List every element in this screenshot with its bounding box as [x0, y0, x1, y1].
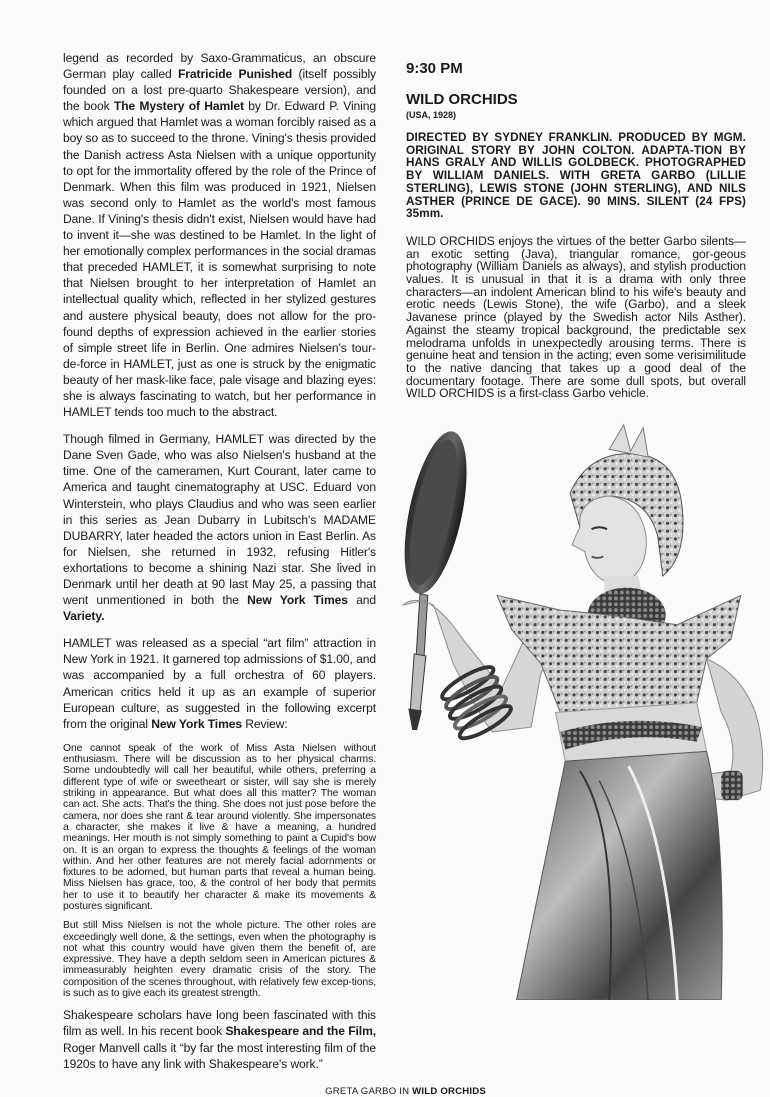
paragraph-shakespeare-scholars — [63, 1007, 376, 1071]
text-run: Shakespeare scholars have long been fascinated with this film as well. In his recent book — [63, 1008, 376, 1039]
text-run: by Dr. Edward P. Vining which argued that Hamlet was a woman forcibly raised as a boy so as to succeed to the throne. Vining's thesis provided the Danish actress Asta Nielsen with a unique opportunity to opt for the immortality offered by the role of the Prince of Denmark. When this film was produced in 1921, Nielsen was second only to Hamlet as the world's most famous Dane. If Vining's thesis didn't exist, Nielsen would have had to invent it—she was destined to be Hamlet. In the light of her emotionally complex performances in the social dramas that preceded HAMLET, it is somewhat surprising to note that Nielsen brought to her interpretation of Hamlet an intellectual quality which, reflected in her stylized gestures and austere physical beauty, does not allow for the pro-found depths of expression achieved in the earlier stories of simple street life in Berlin. One admires Nielsen's tour-de-force in HAMLET, just as one is struck by the enigmatic beauty of her mask-like face, pale visage and blazing eyes: she is always fascinating to watch, but her performance in HAMLET tends too much to the abstract. — [63, 99, 376, 420]
publication-nyt: New York Times — [151, 716, 242, 731]
paragraph-hamlet-legend — [63, 50, 376, 420]
film-review: WILD ORCHIDS enjoys the virtues of the better Garbo silents—an exotic setting (Java), triangular romance, gor-geous photography (William Daniels as always), and stylish production values. It is unusual in that it is a drama with only three characters—an indolent American blind to his wife's beauty and erotic needs (Lewis Stone), the wife (Garbo), and a sleek Javanese prince (played by the Swedish actor Nils Asther). Against the steamy tropical background, the predictable sex melodrama unfolds in unexpectedly arousing terms. There is genuine heat and tension in the acting; even some verisimilitude to the native dancing that takes up a good deal of the documentary footage. There are some dull spots, but overall WILD ORCHIDS is a first-class Garbo vehicle. — [406, 233, 746, 401]
text-run: legend as recorded by Saxo-Grammaticus, an obscure German play called — [63, 51, 376, 82]
text-run: HAMLET was released as a special “art film” attraction in New York in 1921. It garnered top admissions of $1.00, and was accompanied by a full orchestra of 60 players. American critics held it up as an example of superior European culture, as suggested in the following excerpt from the original — [63, 636, 376, 731]
text-run: Roger Manvell calls it “by far the most interesting film of the 1920s to have any link with Shakespeare's work.” — [63, 1040, 376, 1071]
text-run: Review: — [241, 716, 288, 731]
film-origin: (USA, 1928) — [406, 110, 457, 120]
photo-caption — [63, 1086, 486, 1097]
publication-variety: Variety. — [63, 609, 105, 624]
text-run: Though filmed in Germany, HAMLET was directed by the Dane Sven Gade, who was also Nielsen's husband at the time. One of the cameramen, Kurt Courant, later came to America and taught cinematography at USC. Eduard von Winterstein, who plays Claudius and who was seen earlier in this series as Jean Dubarry in Lubitsch's MADAME DUBARRY, later headed the actors union in East Berlin. As for Nielsen, she returned in 1932, refusing Hitler's exhortations to become a shining Nazi star. She lived in Denmark until her death at 90 last May 25, a passing that went unmentioned in both the — [63, 432, 376, 608]
paragraph-production-history — [63, 431, 376, 624]
caption-film-title: WILD ORCHIDS — [412, 1085, 486, 1097]
photo-greta-garbo — [380, 420, 770, 1000]
caption-prefix: GRETA GARBO IN — [325, 1085, 413, 1097]
book-title-mystery-of-hamlet: The Mystery of Hamlet — [113, 99, 244, 114]
text-run: and — [347, 593, 376, 608]
text-run: (itself possibly founded on a lost pre-quarto Shakespeare version), and the book — [63, 67, 376, 114]
review-excerpt-1: One cannot speak of the work of Miss Asta Nielsen without enthusiasm. There will be discussion as to her physical charms. Some undoubtedly will call her beautiful, while others, preferring a different type of wife or sweetheart or sister, will say she is merely striking in appearance. But what does all this matter? The woman can act. She acts. That's the thing. She does not just pose before the camera, nor does she rant & tear around violently. She impersonates a character, she makes it live & have a meaning, a hundred meanings. Her mouth is not simply something to paint a Cupid's bow on. It is an organ to express the thoughts & feelings of the woman within. And her other features are not merely facial adornments or fixtures to be adorned, but human parts that reveal a human being. Miss Nielsen has grace, too, & the control of her body that permits her to use it to beautify her character & make its movements & postures significant. — [63, 742, 376, 912]
publication-nyt: New York Times — [247, 593, 348, 608]
paragraph-release — [63, 635, 376, 732]
film-credits: DIRECTED BY SYDNEY FRANKLIN. PRODUCED BY MGM. ORIGINAL STORY BY JOHN COLTON. ADAPTA-TION BY HANS GRALY AND WILLIS GOLDBECK. PHOTOGRAPHED BY WILLIAM DANIELS. WITH GRETA GARBO (LILLIE STERLING), LEWIS STONE (JOHN STERLING), AND NILS ASTHER (PRINCE DE GACE). 90 MINS. SILENT (24 FPS) 35mm. — [406, 131, 746, 221]
screening-time: 9:30 PM — [406, 60, 463, 77]
right-column — [406, 60, 746, 400]
book-title-fratricide-punished: Fratricide Punished — [178, 67, 293, 82]
film-title: WILD ORCHIDS — [406, 91, 518, 108]
review-excerpt-2: But still Miss Nielsen is not the whole picture. The other roles are exceedingly well done, & the settings, even when the photography is not what this country would have given them the benefit of, are expressive. They have a depth seldom seen in American pictures & immeasurably heighten every dramatic crisis of the story. The composition of the scenes throughout, with relatively few excep-tions, is such as to give each its greatest strength. — [63, 920, 376, 1000]
book-title-shakespeare-and-the-film: Shakespeare and the Film, — [225, 1024, 376, 1039]
